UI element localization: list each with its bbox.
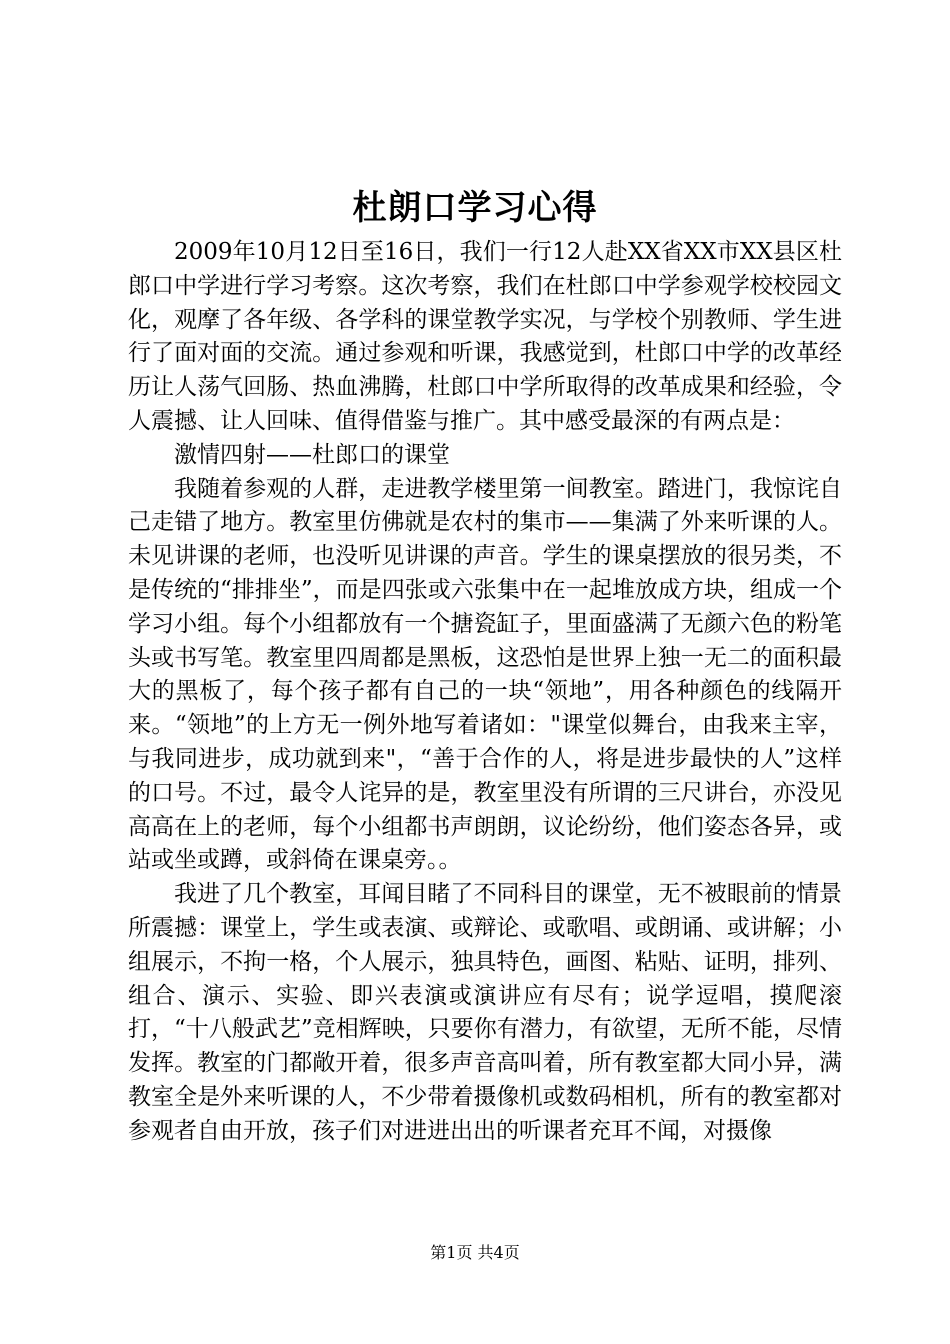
section-heading: 激情四射——杜郎口的课堂 [174,441,450,468]
document-body [128,236,842,1149]
paragraph-intro: 2009年10月12日至16日，我们一行12人赴XX省XX市XX县区杜郎口中学进行学习考察。这次考察，我们在杜郎口中学参观学校校园文化，观摩了各年级、各学科的课堂教学实况，与学校个别教师、学生进行了面对面的交流。通过参观和听课，我感觉到，杜郎口中学的改革经历让人荡气回肠、热血沸腾，杜郎口中学所取得的改革成果和经验，令人震撼、让人回味、值得借鉴与推广。其中感受最深的有两点是： [128,239,842,434]
page-title: 杜朗口学习心得 [352,188,598,228]
page-footer: 第1页 共4页 [430,1243,520,1262]
paragraph-classroom: 我随着参观的人群，走进教学楼里第一间教室。踏进门，我惊诧自己走错了地方。教室里仿佛就是农村的集市——集满了外来听课的人。未见讲课的老师，也没听见讲课的声音。学生的课桌摆放的很另类，不是传统的“排排坐”，而是四张或六张集中在一起堆放成方块，组成一个学习小组。每个小组都放有一个搪瓷缸子，里面盛满了无颜六色的粉笔头或书写笔。教室里四周都是黑板，这恐怕是世界上独一无二的面积最大的黑板了，每个孩子都有自己的一块“领地”，用各种颜色的线隔开来。“领地”的上方无一例外地写着诸如："课堂似舞台，由我来主宰，与我同进步，成功就到来"，“善于合作的人，将是进步最快的人”这样的口号。不过，最令人诧异的是，教室里没有所谓的三尺讲台，亦没见高高在上的老师，每个小组都书声朗朗，议论纷纷，他们姿态各异，或站或坐或蹲，或斜倚在课桌旁。。 [128,475,842,874]
paragraph-observation: 我进了几个教室，耳闻目睹了不同科目的课堂，无不被眼前的情景所震撼：课堂上，学生或表演、或辩论、或歌唱、或朗诵、或讲解；小组展示，不拘一格，个人展示，独具特色，画图、粘贴、证明，排列、组合、演示、实验、即兴表演或演讲应有尽有；说学逗唱，摸爬滚打，“十八般武艺”竞相辉映，只要你有潜力，有欲望，无所不能，尽情发挥。教室的门都敞开着，很多声音高叫着，所有教室都大同小异，满教室全是外来听课的人，不少带着摄像机或数码相机，所有的教室都对参观者自由开放，孩子们对进进出出的听课者充耳不闻，对摄像 [128,881,842,1144]
